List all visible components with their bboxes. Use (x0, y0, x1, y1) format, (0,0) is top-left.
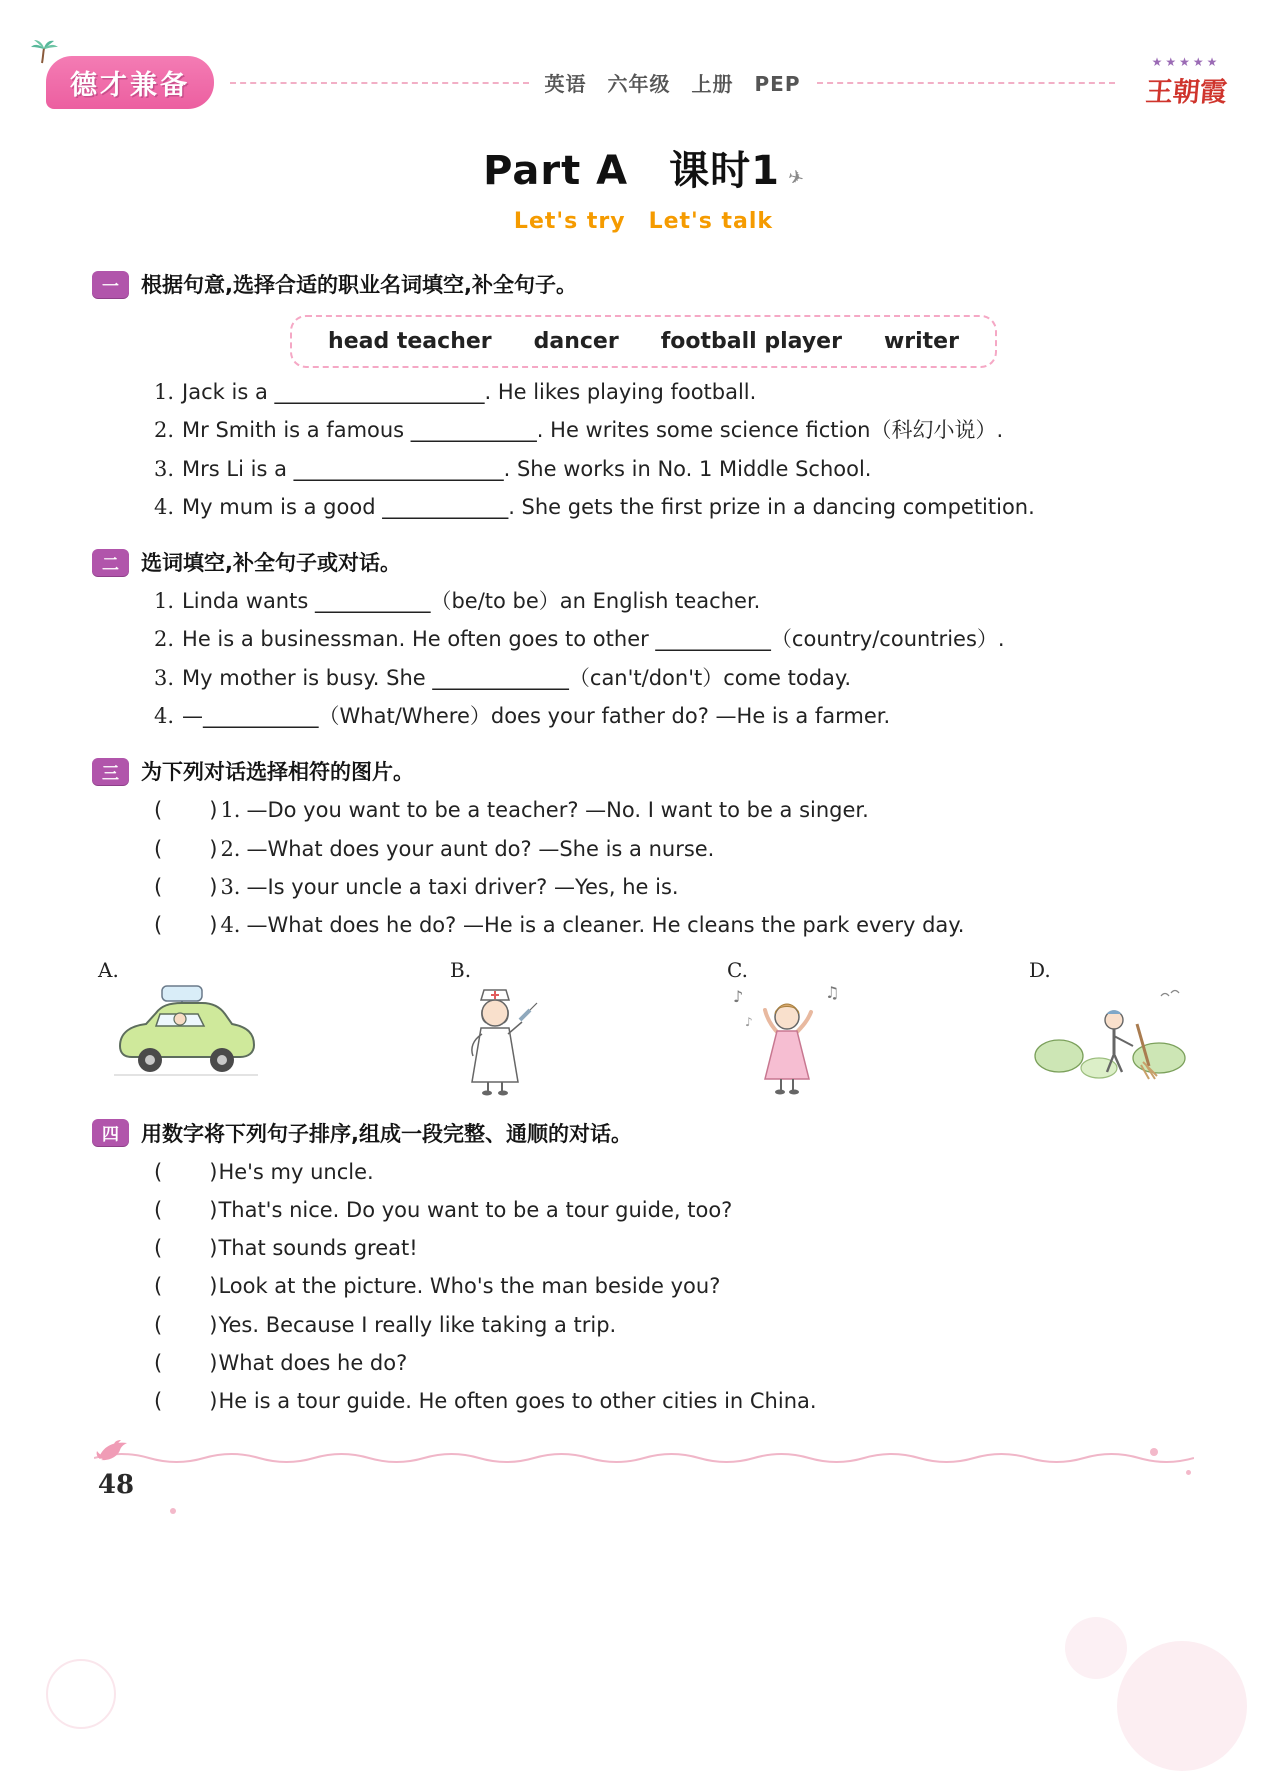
picture-label: A. (98, 957, 119, 982)
item-text: My mother is busy. She _____________（can't/don't）come today. (182, 665, 852, 690)
answer-blank: ( ) (154, 1236, 219, 1261)
section-order-dialogue (92, 1118, 1195, 1416)
paper-plane-icon: ✈ (785, 165, 807, 191)
picture-option-d (1029, 958, 1189, 1084)
section-3-instruction: 为下列对话选择相符的图片。 (141, 760, 414, 785)
item-text: —What does your aunt do? —She is a nurse. (246, 836, 715, 861)
item-number: 1. (220, 798, 241, 823)
word-bank-item: head teacher (328, 329, 492, 354)
item-number: 4. (154, 704, 175, 729)
exercise-item (154, 1197, 1195, 1224)
section-2-badge: 二 (92, 549, 129, 576)
item-text: Mr Smith is a famous ____________. He writes some science fiction（科幻小说）. (182, 418, 1004, 443)
answer-blank: ( ) (154, 1159, 219, 1184)
item-text: He is a businessman. He often goes to other ___________（country/countries）. (182, 627, 1005, 652)
word-bank-item: dancer (533, 329, 619, 354)
word-bank-item: writer (883, 329, 959, 354)
decor-dot (1186, 1470, 1191, 1475)
picture-label: D. (1029, 957, 1051, 982)
exercise-item (154, 1235, 1195, 1262)
decor-circle (1065, 1617, 1127, 1679)
header-dashed-line (817, 82, 1116, 84)
brand-left-text: 德才兼备 (70, 70, 190, 101)
svg-text:♫: ♫ (825, 983, 840, 1002)
page-header (46, 0, 1241, 109)
exercise-item (154, 797, 1195, 824)
section-occupation-fill-in (92, 269, 1195, 521)
item-text: Yes. Because I really like taking a trip. (218, 1312, 617, 1337)
exercise-item (154, 874, 1195, 901)
item-text: —___________（What/Where）does your father do? —He is a farmer. (182, 704, 891, 729)
answer-blank: ( ) (154, 836, 219, 861)
cleaner-illustration (1029, 984, 1189, 1084)
answer-blank: ( ) (154, 1197, 219, 1222)
item-number: 3. (220, 874, 241, 899)
picture-option-c (727, 958, 847, 1096)
answer-blank: ( ) (154, 798, 219, 823)
picture-option-b (450, 958, 545, 1096)
section-4-badge: 四 (92, 1119, 129, 1146)
exercise-item (154, 588, 1195, 615)
word-bank-box (290, 315, 997, 368)
decor-circle (46, 1659, 116, 1729)
header-dashed-line (230, 82, 529, 84)
exercise-item (154, 1312, 1195, 1339)
stars-icon: ★★★★★ (1151, 55, 1221, 69)
section-4-instruction: 用数字将下列句子排序,组成一段完整、通顺的对话。 (141, 1121, 632, 1146)
page-number-block (84, 1438, 148, 1500)
section-3-badge: 三 (92, 758, 129, 785)
answer-blank: ( ) (154, 1351, 219, 1376)
decor-dot (170, 1508, 176, 1514)
nurse-illustration (450, 984, 545, 1096)
item-text: Jack is a ____________________. He likes playing football. (182, 380, 757, 404)
svg-text:♪: ♪ (733, 986, 744, 1006)
item-text: He's my uncle. (218, 1159, 374, 1184)
item-number: 4. (154, 494, 175, 519)
exercise-item (154, 912, 1195, 939)
answer-blank: ( ) (154, 1312, 219, 1337)
brand-right-text: 王朝霞 (1143, 77, 1228, 108)
picture-option-a (98, 958, 268, 1084)
exercise-item (154, 1350, 1195, 1377)
item-text: —What does he do? —He is a cleaner. He cleans the park every day. (246, 913, 965, 938)
singer-illustration (727, 984, 847, 1096)
item-number: 2. (154, 418, 175, 443)
exercise-item (154, 494, 1195, 521)
item-number: 1. (154, 589, 175, 614)
picture-label: B. (450, 957, 472, 982)
item-number: 2. (220, 836, 241, 861)
answer-blank: ( ) (154, 913, 219, 938)
item-text: Mrs Li is a ____________________. She works in No. 1 Middle School. (182, 456, 872, 481)
item-text: My mum is a good ____________. She gets the first prize in a dancing competition. (182, 494, 1035, 519)
lesson-subtitle: Let's try Let's talk (513, 209, 774, 234)
item-text: What does he do? (218, 1351, 408, 1376)
exercise-item (154, 1273, 1195, 1300)
item-number: 3. (154, 456, 175, 481)
decor-dot (1150, 1448, 1158, 1456)
palm-tree-icon (30, 38, 60, 71)
decor-circle (1117, 1641, 1247, 1771)
answer-pictures-row (98, 958, 1189, 1096)
dolphin-icon (96, 1449, 136, 1468)
section-2-instruction: 选词填空,补全句子或对话。 (141, 551, 401, 576)
answer-blank: ( ) (154, 1274, 219, 1299)
section-choose-word (92, 547, 1195, 730)
section-1-instruction: 根据句意,选择合适的职业名词填空,补全句子。 (141, 273, 577, 297)
worksheet-content (0, 269, 1287, 1416)
item-number: 4. (220, 913, 241, 938)
exercise-item (154, 665, 1195, 692)
exercise-item (154, 703, 1195, 730)
section-1-badge: 一 (92, 271, 129, 298)
item-text: Linda wants ___________（be/to be）an English teacher. (182, 589, 761, 614)
svg-text:♪: ♪ (745, 1014, 753, 1029)
item-text: He is a tour guide. He often goes to other cities in China. (218, 1389, 817, 1414)
page-number: 48 (97, 1470, 135, 1500)
exercise-item (154, 836, 1195, 863)
item-text: That's nice. Do you want to be a tour guide, too? (218, 1197, 733, 1222)
exercise-item (154, 417, 1195, 444)
lesson-title-block (0, 139, 1287, 235)
answer-blank: ( ) (154, 1389, 219, 1414)
taxi-driver-illustration (98, 984, 268, 1084)
item-text: That sounds great! (218, 1236, 418, 1261)
picture-label: C. (727, 957, 748, 982)
book-info-text: 英语 六年级 上册 PEP (544, 72, 801, 96)
word-bank-item: football player (660, 329, 842, 354)
exercise-item (154, 1159, 1195, 1186)
publisher-logo-right (1131, 56, 1241, 109)
exercise-item (154, 379, 1195, 406)
item-text: —Is your uncle a taxi driver? —Yes, he is. (246, 874, 679, 899)
footer-wave-line (94, 1450, 1194, 1470)
item-text: Look at the picture. Who's the man beside you? (218, 1274, 721, 1299)
item-text: —Do you want to be a teacher? —No. I want to be a singer. (246, 798, 869, 823)
answer-blank: ( ) (154, 874, 219, 899)
lesson-title: Part A 课时1 (483, 148, 780, 194)
exercise-item (154, 1388, 1195, 1415)
exercise-item (154, 456, 1195, 483)
item-number: 2. (154, 627, 175, 652)
section-match-pictures (92, 756, 1195, 1095)
item-number: 1. (154, 380, 175, 404)
exercise-item (154, 626, 1195, 653)
item-number: 3. (154, 665, 175, 690)
publisher-logo-left (46, 56, 214, 109)
